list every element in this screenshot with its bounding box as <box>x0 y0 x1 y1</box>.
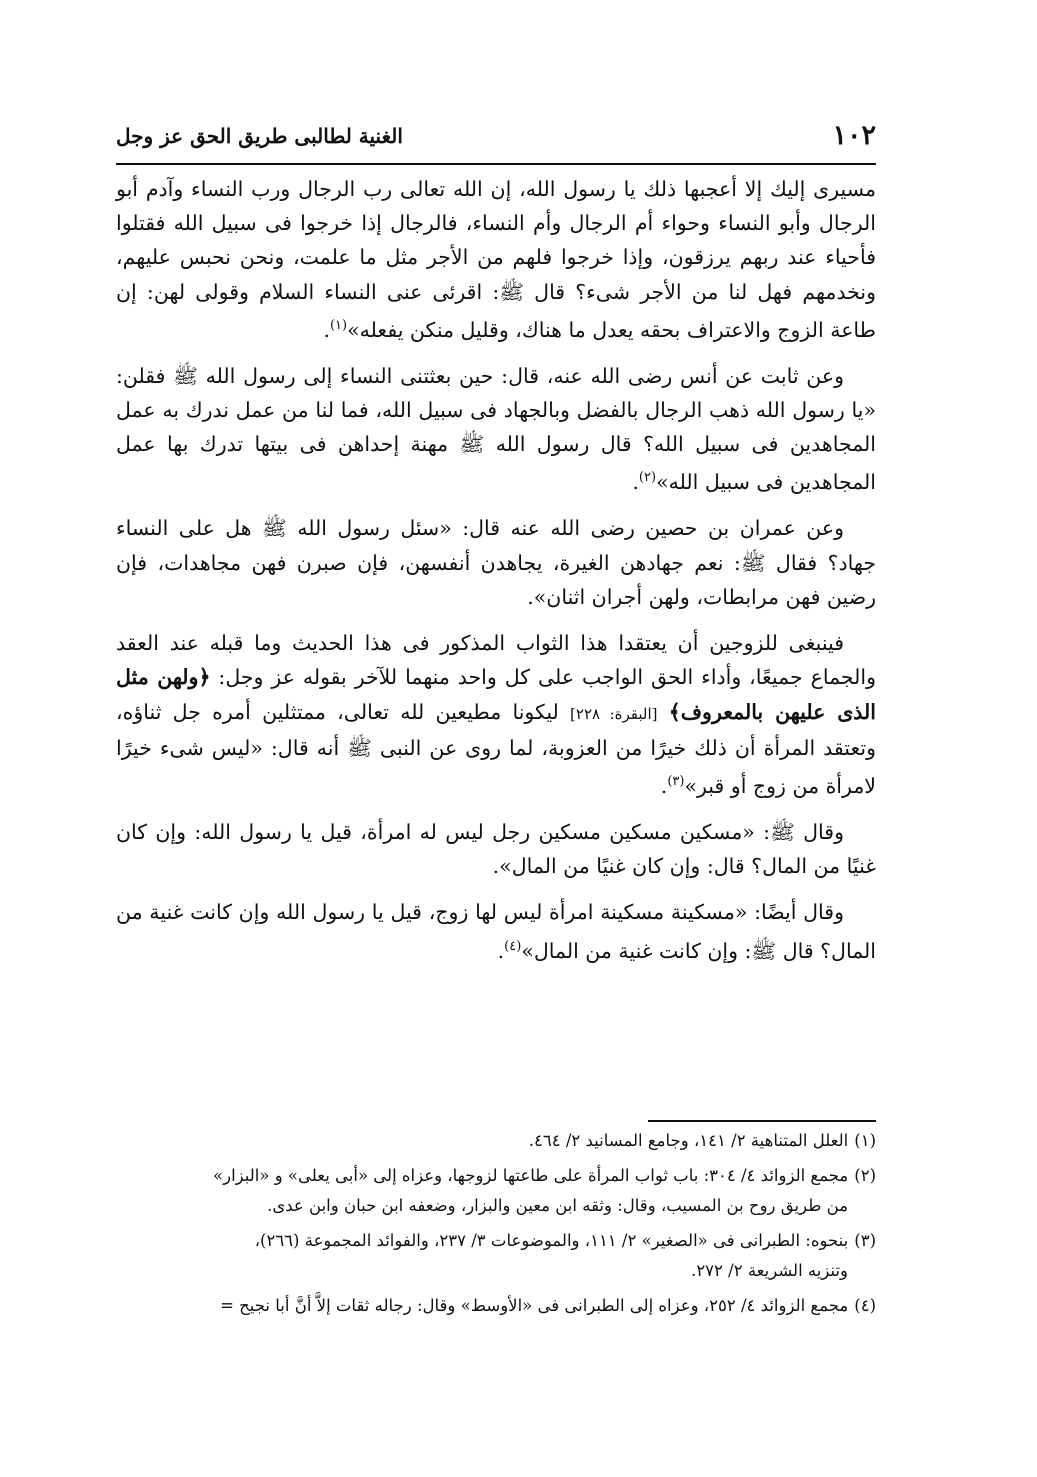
footnote-continuation: من طريق روح بن المسيب، وقال: وثقه ابن معين والبزار، وضعفه ابن حبان وابن عدى. <box>267 1196 848 1215</box>
running-title: الغنية لطالبى طريق الحق عز وجل <box>116 124 403 148</box>
quran-verse: ﴿ولهن مثل الذى عليهن بالمعروف﴾ <box>116 665 876 724</box>
paragraph-5: وقال ﷺ: «مسكين مسكين مسكين رجل ليس له امرأة، قيل يا رسول الله: وإن كان غنيًا من المال؟ قال: وإن كان غنيًا من المال». <box>116 819 876 879</box>
footnotes <box>116 1126 876 1325</box>
footnote-text: مجمع الزوائد ٤/ ٢٥٢، وعزاه إلى الطبرانى فى «الأوسط» وقال: رجاله ثقات إلاَّ أنَّ أبا نجيح = <box>220 1295 849 1315</box>
footnote-number: (٢) <box>854 1165 876 1185</box>
footnote-text: بنحوه: الطبرانى فى «الصغير» ٢/ ١١١، والموضوعات ٣/ ٢٣٧، والفوائد المجموعة (٢٦٦)، <box>254 1230 849 1250</box>
footnote-text: مجمع الزوائد ٤/ ٣٠٤: باب ثواب المرأة على طاعتها لزوجها، وعزاه إلى «أبى يعلى» و «البزار» <box>213 1165 849 1185</box>
paragraph-4: فينبغى للزوجين أن يعتقدا هذا الثواب المذكور فى هذا الحديث وما قبله عند العقد والجماع جميعًا، وأداء الحق الواجب على كل واحد منهما للآخر بقوله عز وجل: ﴿ولهن مثل الذى عليهن بالمعروف﴾ [البقرة: ٢٢٨] ليكونا مطيعين لله تعالى، ممتثلين أمره جل ثناؤه، وتعتقد المرأة أن ذلك خيرًا من العزوبة، لما روى عن النبى ﷺ أنه قال: «ليس شىء خيرًا لامرأة من زوج أو قبر»$^{(٣)}$. <box>116 631 876 798</box>
paragraph-1: مسيرى إليك إلا أعجبها ذلك يا رسول الله، إن الله تعالى رب الرجال ورب النساء وآدم أبو الرجال وأبو النساء وحواء أم الرجال وأم النساء، فالرجال إذا خرجوا فى سبيل الله فقتلوا فأحياء عند ربهم يرزقون، وإذا خرجوا فلهم من الأجر مثل ما علمت، ونحن نحبس عليهم، ونخدمهم فهل لنا من الأجر شىء؟ قال ﷺ: اقرئى عنى النساء السلام وقولى لهن: إن طاعة الزوج والاعتراف بحقه يعدل ما هناك، وقليل منكن يفعله»$^{(١)}$. <box>116 177 876 342</box>
footnote-number: (٤) <box>854 1295 876 1315</box>
footnote-text: العلل المتناهية ٢/ ١٤١، وجامع المسانيد ٢/ ٤٦٤. <box>528 1131 849 1150</box>
footnote-continuation: وتنزيه الشريعة ٢/ ٢٧٢. <box>691 1261 848 1280</box>
paragraph-3: وعن عمران بن حصين رضى الله عنه قال: «سئل رسول الله ﷺ هل على النساء جهاد؟ فقال ﷺ: نعم جهادهن الغيرة، يجاهدن أنفسهن، فإن صبرن فهن مجاهدات، فإن رضين فهن مرابطات، ولهن أجران اثنان». <box>116 516 876 609</box>
footnote-3 <box>116 1226 876 1287</box>
footnote-1 <box>116 1126 876 1157</box>
main-text <box>116 172 876 980</box>
header-rule <box>116 163 876 165</box>
footnote-ref-3: (٣) <box>667 773 685 789</box>
paragraph-2: وعن ثابت عن أنس رضى الله عنه، قال: حين بعثتنى النساء إلى رسول الله ﷺ فقلن: «يا رسول الله ذهب الرجال بالفضل وبالجهاد فى سبيل الله، فما لنا من عمل ندرك به عمل المجاهدين فى سبيل الله؟ قال رسول الله ﷺ مهنة إحداهن فى بيتها تدرك بها عمل المجاهدين فى سبيل الله»$^{(٢)}$. <box>116 363 876 495</box>
paragraph-6: وقال أيضًا: «مسكينة مسكينة امرأة ليس لها زوج، قيل يا رسول الله وإن كانت غنية من المال؟ قال ﷺ: وإن كانت غنية من المال»$^{(٤)}$. <box>116 900 876 963</box>
footnote-4 <box>116 1291 876 1322</box>
footnote-number: (٣) <box>854 1230 876 1250</box>
footnote-ref-1: (١) <box>329 317 348 333</box>
footnote-separator <box>648 1120 876 1122</box>
footnote-ref-2: (٢) <box>638 470 657 486</box>
footnote-ref-4: (٤) <box>504 938 522 954</box>
footnote-2 <box>116 1161 876 1222</box>
quran-reference: [البقرة: ٢٢٨] <box>570 704 658 723</box>
page-header <box>116 118 876 162</box>
footnote-number: (١) <box>854 1131 876 1150</box>
page-number: ١٠٢ <box>832 120 876 151</box>
